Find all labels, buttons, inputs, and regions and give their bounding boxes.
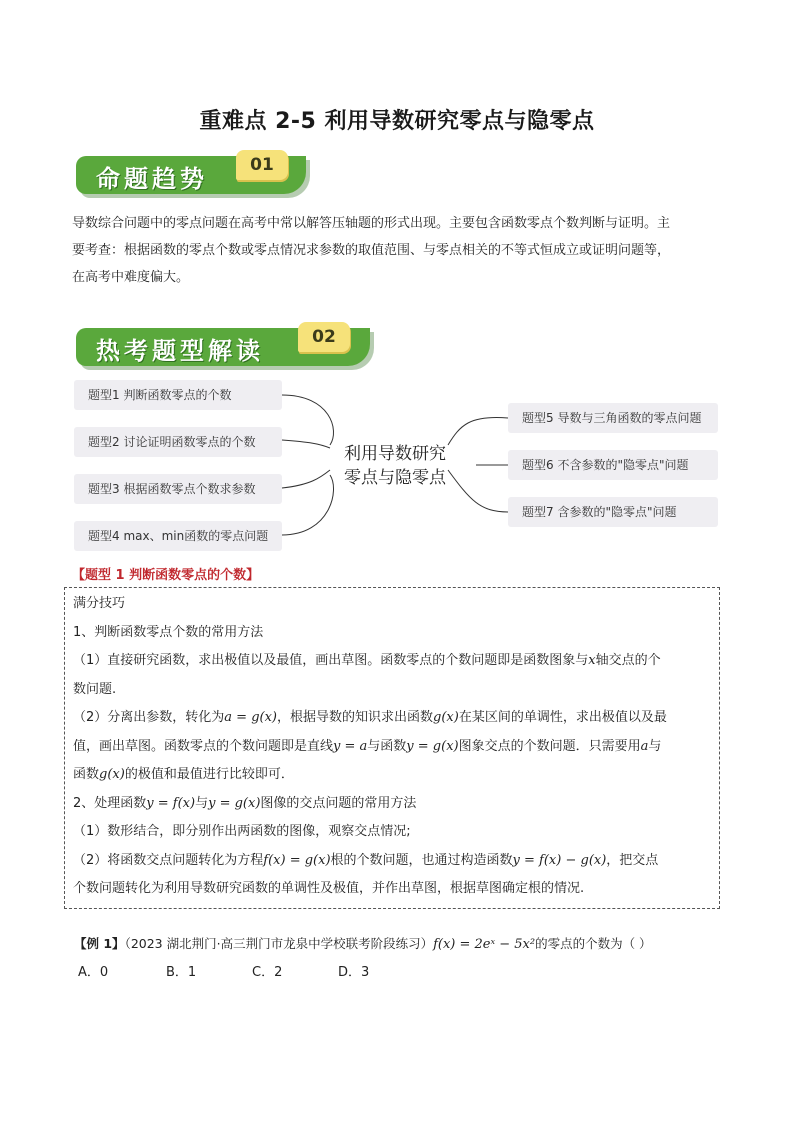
tips-line: （1）数形结合，即分别作出两函数的图像，观察交点情况; (73, 824, 411, 839)
intro-paragraph (72, 210, 732, 291)
banner-label: 热考题型解读 (96, 336, 264, 365)
tips-line: 值，画出草图。函数零点的个数问题即是直线y = a与函数y = g(x)图象交点的个数问题．只需要用a与 (73, 738, 662, 754)
option-c[interactable]: C．2 (252, 965, 283, 980)
tips-box (64, 587, 720, 909)
banner-label: 命题趋势 (96, 164, 208, 193)
tips-line: 数问题. (73, 681, 117, 697)
section-heading-type1: 【题型 1 判断函数零点的个数】 (72, 568, 260, 583)
example-tag: 【例 1】 (74, 936, 125, 951)
example-question-text: 的零点的个数为（ ） (535, 936, 652, 951)
intro-line: 要考查：根据函数的零点个数或零点情况求参数的取值范围、与零点相关的不等式恒成立或证明问题等， (72, 243, 671, 258)
banner-number: 01 (236, 150, 288, 180)
mindmap-item-type6: 题型6 不含参数的"隐零点"问题 (508, 450, 718, 480)
mindmap-center (330, 442, 460, 490)
option-b[interactable]: B．1 (166, 965, 197, 980)
tips-heading-1: 1、判断函数零点个数的常用方法 (73, 624, 264, 640)
tips-line: （2）分离出参数，转化为a = g(x)，根据导数的知识求出函数g(x)在某区间的单调性，求出极值以及最 (73, 710, 667, 725)
mindmap-item-type1: 题型1 判断函数零点的个数 (74, 380, 282, 410)
tips-title: 满分技巧 (73, 596, 126, 611)
tips-line: （1）直接研究函数，求出极值以及最值，画出草图。函数零点的个数问题即是函数图象与x轴交点的个 (73, 653, 661, 668)
option-d[interactable]: D．3 (338, 965, 370, 980)
mindmap-item-type3: 题型3 根据函数零点个数求参数 (74, 474, 282, 504)
intro-line: 导数综合问题中的零点问题在高考中常以解答压轴题的形式出现。主要包含函数零点个数判断与证明。主 (72, 216, 671, 231)
option-a[interactable]: A．0 (78, 965, 109, 980)
tips-heading-2: 2、处理函数y = f(x)与y = g(x)图像的交点问题的常用方法 (73, 795, 417, 811)
page-title: 重难点 2-5 利用导数研究零点与隐零点 (199, 109, 595, 134)
example-formula: f(x) = 2eˣ − 5x² (433, 937, 536, 952)
intro-line: 在高考中难度偏大。 (72, 270, 190, 285)
tips-line: 函数g(x)的极值和最值进行比较即可． (73, 767, 294, 782)
mindmap-center-line: 利用导数研究 (344, 444, 446, 464)
mindmap-item-type5: 题型5 导数与三角函数的零点问题 (508, 403, 718, 433)
example-source: （2023 湖北荆门·高三荆门市龙泉中学校联考阶段练习） (124, 936, 434, 951)
example-options (78, 961, 478, 980)
tips-line: （2）将函数交点问题转化为方程f(x) = g(x)根的个数问题，也通过构造函数y = f(x) − g(x)，把交点 (73, 852, 659, 868)
banner-number: 02 (298, 322, 350, 352)
section-banner-trend (76, 150, 312, 194)
mindmap-center-line: 零点与隐零点 (344, 468, 446, 488)
tips-line: 个数问题转化为利用导数研究函数的单调性及极值，并作出草图，根据草图确定根的情况. (73, 881, 585, 896)
mindmap-item-type2: 题型2 讨论证明函数零点的个数 (74, 427, 282, 457)
mindmap-item-type7: 题型7 含参数的"隐零点"问题 (508, 497, 718, 527)
example-question (74, 934, 652, 952)
mindmap-item-type4: 题型4 max、min函数的零点问题 (74, 521, 282, 551)
section-banner-hot-topics (76, 322, 376, 366)
